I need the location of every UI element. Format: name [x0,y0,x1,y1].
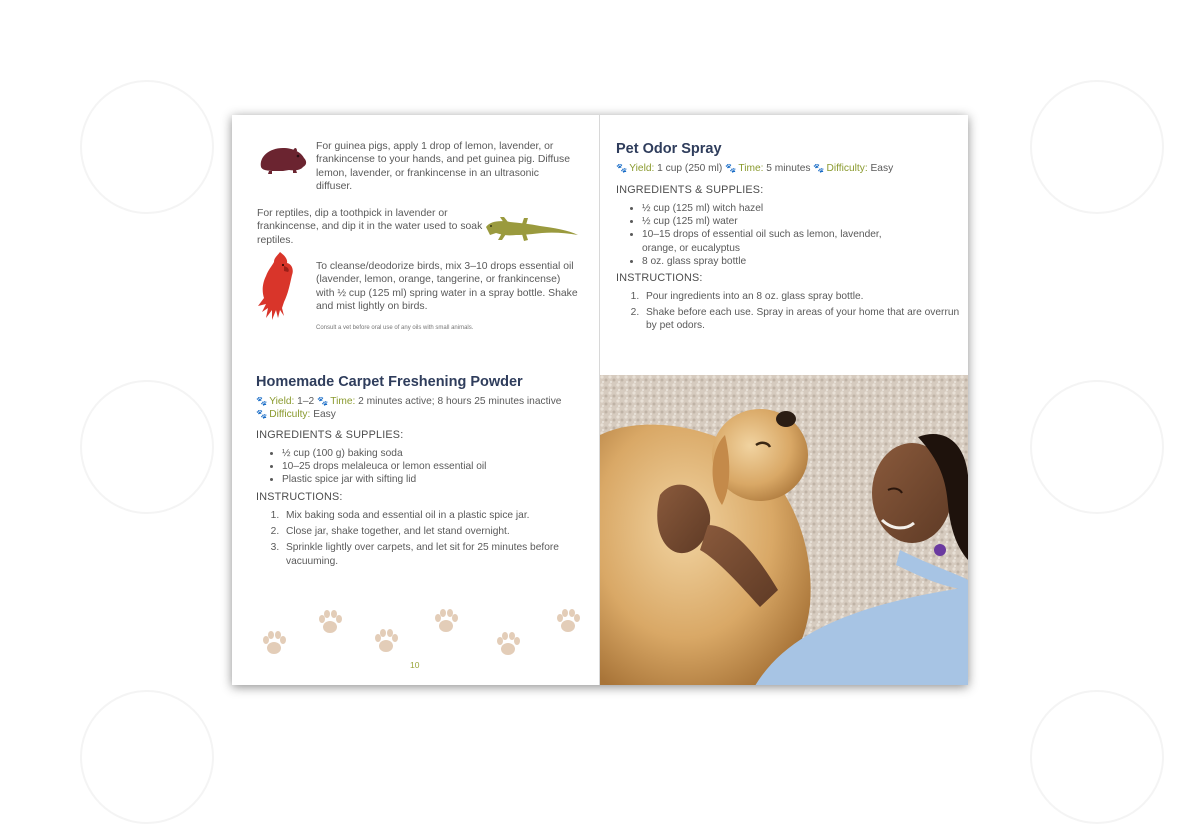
bird-icon [254,250,302,326]
list-item: • 10–25 drops melaleuca or lemon essential oil [282,460,592,473]
list-item: • ½ cup (100 g) baking soda [282,447,592,460]
time-label: Time: [330,396,356,407]
paw-icon: 🐾 [256,396,268,406]
difficulty-label: Difficulty: [269,409,311,420]
watermark-circle [1030,80,1164,214]
paw-print-icon [316,609,344,637]
guinea-pig-paragraph: For guinea pigs, apply 1 drop of lemon, lavender, or frankincense to your hands, and pet guinea pig. Diffuse lemon, lavender, or frankincense in an ultrasonic diffuser. [316,141,570,192]
instructions-list [256,509,582,571]
instructions-heading: INSTRUCTIONS: [616,272,703,284]
list-item: • ½ cup (125 ml) witch hazel [642,202,912,215]
left-page [232,115,600,685]
recipe-meta [256,395,586,421]
right-page [600,115,968,685]
list-item: 1. Pour ingredients into an 8 oz. glass spray bottle. [642,290,962,303]
lizard-icon [484,213,580,243]
ingredients-heading: INGREDIENTS & SUPPLIES: [616,184,764,196]
vet-note: Consult a vet before oral use of any oils with small animals. [316,325,474,331]
list-item: 2. Close jar, shake together, and let stand overnight. [282,525,582,538]
list-item: • 8 oz. glass spray bottle [642,255,912,268]
instructions-list [616,290,962,336]
paw-print-icon [494,631,522,659]
difficulty-value: Easy [313,409,336,420]
watermark-circle [80,690,214,824]
paw-print-icon [432,608,460,636]
watermark-circle [80,80,214,214]
difficulty-value: Easy [870,163,894,174]
time-value: 2 minutes active; 8 hours 25 minutes inactive [358,396,562,407]
yield-label: Yield: [629,163,655,174]
list-item: 3. Sprinkle lightly over carpets, and let sit for 25 minutes before vacuuming. [282,541,582,567]
ingredients-list [256,447,592,487]
ingredients-list [616,202,912,268]
list-item: • ½ cup (125 ml) water [642,215,912,228]
yield-label: Yield: [269,396,295,407]
paw-icon: 🐾 [317,396,329,406]
recipe-title: Homemade Carpet Freshening Powder [256,374,523,390]
book-spread [232,115,968,685]
bird-paragraph: To cleanse/deodorize birds, mix 3–10 drops essential oil (lavender, lemon, orange, tangerine, or frankincense) with ½ cup (125 ml) spring water in a spray bottle. Shake and mist lightly on birds. [316,261,578,312]
time-value: 5 minutes [766,163,811,174]
list-item: • Plastic spice jar with sifting lid [282,473,592,486]
recipe-meta [616,162,961,175]
yield-value: 1–2 [297,396,315,407]
yield-value: 1 cup (250 ml) [657,163,723,174]
paw-icon: 🐾 [725,163,737,173]
list-item: 1. Mix baking soda and essential oil in a plastic spice jar. [282,509,582,522]
list-item: • 10–15 drops of essential oil such as lemon, lavender, orange, or eucalyptus [642,228,912,254]
watermark-circle [80,380,214,514]
list-item: 2. Shake before each use. Spray in areas of your home that are overrun by pet odors. [642,306,962,332]
time-label: Time: [738,163,764,174]
paw-icon: 🐾 [813,163,825,173]
guinea-pig-icon [257,143,309,175]
watermark-circle [1030,380,1164,514]
reptile-paragraph: For reptiles, dip a toothpick in lavender or frankincense, and dip it in the water used to soak reptiles. [257,208,483,246]
instructions-heading: INSTRUCTIONS: [256,491,343,503]
paw-print-icon [260,630,288,658]
recipe-title: Pet Odor Spray [616,141,722,157]
girl-and-dog-photo [600,375,968,685]
paw-print-icon [554,608,582,636]
difficulty-label: Difficulty: [826,163,868,174]
paw-icon: 🐾 [256,409,268,419]
paw-print-icon [372,628,400,656]
paw-icon: 🐾 [616,163,628,173]
watermark-circle [1030,690,1164,824]
page-number: 10 [410,660,420,670]
ingredients-heading: INGREDIENTS & SUPPLIES: [256,429,404,441]
